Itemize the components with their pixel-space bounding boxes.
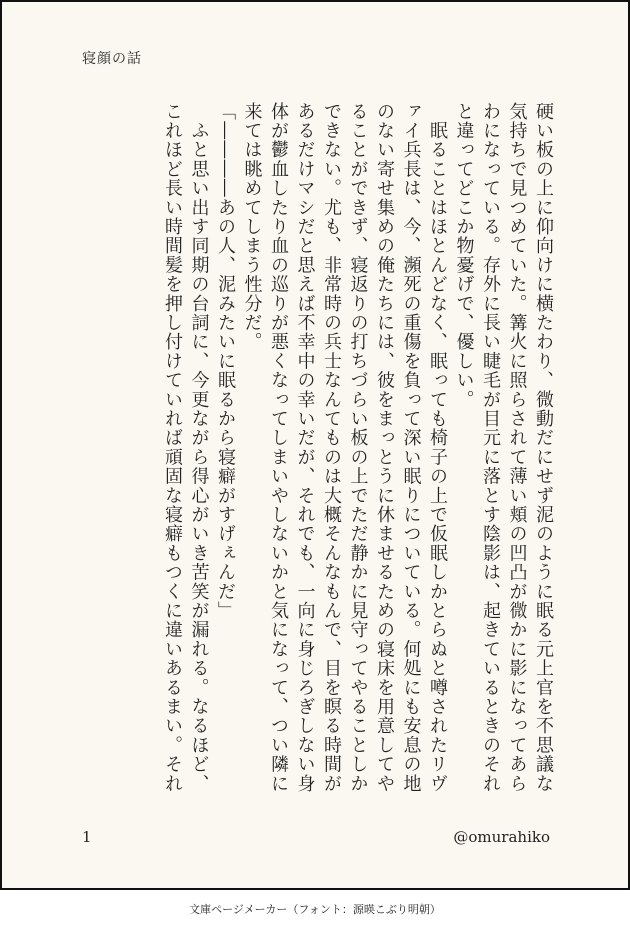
paragraph-2: 眠ることはほとんどなく、眠っても椅子の上で仮眠しかとらぬと噂されたリヴァイ兵長は、今、瀕死の重傷を負って深い眠りについている。何処にも安息の地のない寄せ集めの俺たちには、彼をまっとうに休ませるための寝床を用意してやることができず、寝返りの打ちづらい板の上でただ静かに見守ってやることしかできない。尤も、非常時の兵士なんてものは大概そんなもんで、目を瞑る時間があるだけマシだと思えば不幸中の幸いだが、それでも、一向に身じろぎしない身体が鬱血したり血の巡りが悪くなってしまいやしないかと気になって、つい隣に来ては眺めてしまう性分だ。	[241, 102, 448, 794]
paragraph-1: 硬い板の上に仰向けに横たわり、微動だにせず泥のように眠る元上官を不思議な気持ちで見つめていた。篝火に照らされて薄い頬の凹凸が微かに影になってあらわになっている。存外に長い睫毛が目元に落とす陰影は、起きているときのそれと違ってどこか物憂げで、優しい。	[453, 102, 554, 794]
author-handle: @omurahiko	[453, 828, 550, 846]
generator-caption: 文庫ページメーカー（フォント：源暎こぶり明朝）	[189, 903, 441, 916]
paragraph-4: ふと思い出す同期の台詞に、今更ながら得心がいき苦笑が漏れる。なるほど、これほど長い時間髪を押し付けていれば頑固な寝癖もつくに違いあるまい。それ	[162, 102, 210, 794]
page-number: 1	[82, 828, 92, 846]
paragraph-3: 「――――あの人、泥みたいに眠るから寝癖がすげぇんだ」	[215, 102, 236, 621]
page-title: 寝顔の話	[82, 51, 142, 67]
vertical-text-body	[78, 102, 556, 802]
